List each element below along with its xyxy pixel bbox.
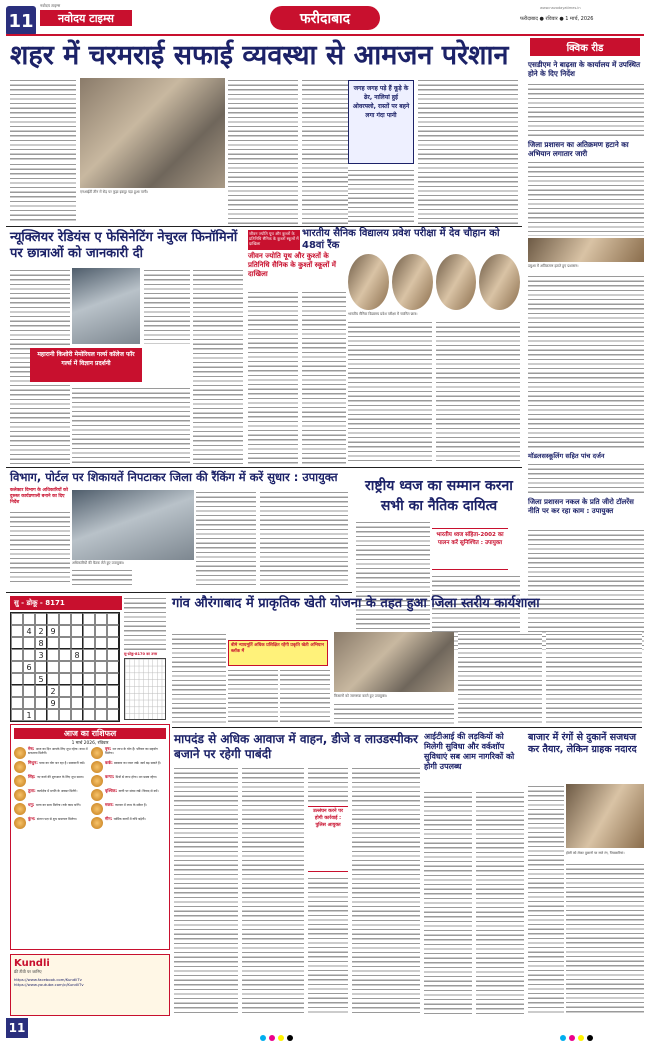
organic-highlight <box>228 640 328 666</box>
nuclear-body-col3 <box>193 268 243 464</box>
kundli-brand: Kundli <box>14 958 50 969</box>
sudoku-cell[interactable]: 3 <box>35 649 47 661</box>
zodiac-icon <box>91 789 103 801</box>
horoscope-text: कर्क: स्वास्थ्य का ध्यान रखें। खर्च बढ़ सकते हैं। <box>105 760 161 765</box>
horoscope-text: मिथुन: यात्रा का योग बन रहा है। सावधानी रखें। <box>28 760 85 765</box>
sudoku-cell[interactable] <box>47 673 59 685</box>
horoscope-sign <box>14 761 89 773</box>
dj-body-col4 <box>352 766 420 1016</box>
horoscope-text: कुंभ: संतान पक्ष से शुभ समाचार मिलेगा। <box>28 816 77 821</box>
sudoku-cell[interactable] <box>107 625 119 637</box>
paper-name: नवोदय टाइम्स <box>40 10 132 26</box>
sudoku-cell[interactable] <box>35 697 47 709</box>
sudoku-cell[interactable] <box>35 685 47 697</box>
rule-2 <box>6 467 522 468</box>
zodiac-icon <box>91 775 103 787</box>
sudoku-cell[interactable] <box>11 661 23 673</box>
organic-body-col6 <box>546 632 642 724</box>
zodiac-icon <box>91 761 103 773</box>
sainik-body-col1 <box>248 290 298 464</box>
sudoku-cell[interactable] <box>11 685 23 697</box>
sudoku-cell[interactable] <box>35 613 47 625</box>
sudoku-instructions <box>124 596 166 650</box>
registration-marks-right <box>560 1026 596 1043</box>
zodiac-icon <box>14 789 26 801</box>
masthead-rule <box>6 34 644 36</box>
sudoku-cell[interactable] <box>83 661 95 673</box>
dj-body-col3b <box>308 876 348 1016</box>
horoscope-text: मकर: व्यापार में लाभ के संकेत हैं। <box>105 802 147 807</box>
sudoku-cell[interactable] <box>83 613 95 625</box>
sudoku-cell[interactable] <box>71 613 83 625</box>
sudoku-cell[interactable] <box>59 613 71 625</box>
sainik-kicker-text: जीवन ज्योति यूथ और कुश्तों के प्रतिनिधि सैनिक के कुश्तों स्कूलों में दाखिला <box>248 252 336 278</box>
sudoku-cell[interactable] <box>107 685 119 697</box>
sudoku-cell[interactable] <box>95 673 107 685</box>
horoscope-title: आज का राशिफल <box>14 728 166 739</box>
dj-pull: उल्लंघन करने पर होगी कार्रवाई : पुलिस आयुक्त <box>313 809 343 828</box>
horoscope-sign <box>14 817 89 829</box>
horoscope-text: वृष: धन लाभ के योग हैं। परिवार का सहयोग मिलेगा। <box>105 746 158 755</box>
horoscope-sign <box>91 747 166 759</box>
sudoku-cell[interactable] <box>107 637 119 649</box>
it-body-col1 <box>424 790 472 1016</box>
organic-headline: गांव औरंगाबाद में प्राकृतिक खेती योजना के तहत हुआ जिला स्तरीय कार्यशाला <box>172 596 540 611</box>
horoscope-date: 1 मार्च 2026, रविवार <box>71 741 109 746</box>
sainik-kicker-title <box>248 252 348 279</box>
nuclear-highlight <box>30 348 142 382</box>
sudoku-cell[interactable]: 8 <box>35 637 47 649</box>
sudoku-cell[interactable]: 9 <box>47 625 59 637</box>
lead-headline: शहर में चरमराई सफाई व्यवस्था से आमजन परेशान <box>10 40 509 71</box>
sudoku-cell[interactable] <box>47 661 59 673</box>
market-caption: होली को लेकर दुकानों पर सजे रंग, पिचकारियां। <box>566 851 625 855</box>
organic-highlight-text: बीमे न्यायमूर्ति अधिक प्रशिक्षित रहेंगी प्रकृति खेती अभियान ब्लॉक में <box>231 643 324 654</box>
lead-photo <box>80 78 225 188</box>
lead-quote-box <box>348 80 414 164</box>
quick-read-body3 <box>528 274 644 450</box>
zodiac-icon <box>14 775 26 787</box>
rule-4 <box>172 727 642 728</box>
sainik-kicker: जीवन ज्योति यूथ और कुश्तों के प्रतिनिधि सैनिक के कुश्तों स्कूलों में दाखिला <box>248 230 300 250</box>
city-banner: फरीदाबाद <box>270 6 380 30</box>
horoscope-text: वृश्चिक: वाणी पर संयम रखें। विवाद से बचें। <box>105 788 159 793</box>
zodiac-icon <box>14 803 26 815</box>
sudoku-cell[interactable] <box>11 697 23 709</box>
dhwaj-pull-box <box>432 528 508 570</box>
sudoku-cell[interactable] <box>23 673 35 685</box>
lead-body-col2 <box>228 78 298 224</box>
student-photo <box>348 254 389 310</box>
quick-read-body1 <box>528 82 644 136</box>
horoscope-sign <box>91 789 166 801</box>
sainik-caption: भारतीय सैनिक विद्यालय प्रवेश परीक्षा में चयनित छात्र। <box>348 312 418 316</box>
sudoku-cell[interactable] <box>83 709 95 721</box>
student-photo <box>392 254 433 310</box>
sudoku-cell[interactable]: 6 <box>23 661 35 673</box>
nuclear-highlight-text: महारानी किशोरी मेमोरियल गर्ल्स कॉलेज फॉर गर्ल्स में विज्ञान प्रदर्शनी <box>37 351 135 367</box>
sudoku-cell[interactable] <box>83 673 95 685</box>
sudoku-cell[interactable] <box>107 709 119 721</box>
sainik-body-col2 <box>302 290 346 464</box>
horoscope-text: धनु: भाग्य का साथ मिलेगा। रुके काम बनेंगे। <box>28 802 81 807</box>
sudoku-cell[interactable] <box>59 661 71 673</box>
it-headline: आईटीआई की लड़कियों को मिलेगी सुविधा और वर्कशॉप सुविधाएं सब आम नागरिकों को होगी उपलब्ध <box>424 732 515 771</box>
market-headline: बाजार में रंगों से दुकानें सजधज कर तैयार, लेकिन ग्राहक नदारद <box>528 732 637 755</box>
mortgage-headline: मॉडलसस्कूलिंग सहित पांच दर्जन <box>528 452 605 460</box>
mortgage-subheadline: जिला प्रशासन नकल के प्रति जीरो टॉलरेंस नीति पर कर रहा काम : उपायुक्त <box>528 498 634 515</box>
sudoku-cell[interactable] <box>11 673 23 685</box>
organic-caption: किसानों को जागरूक करते हुए उपायुक्त। <box>334 694 388 698</box>
lead-body-col5 <box>418 78 518 224</box>
sudoku-cell[interactable]: 8 <box>71 649 83 661</box>
sudoku-cell[interactable] <box>95 637 107 649</box>
sudoku-cell[interactable] <box>47 637 59 649</box>
dhwaj-headline: राष्ट्रीय ध्वज का सम्मान करना सभी का नैतिक दायित्व <box>365 478 513 514</box>
sudoku-cell[interactable] <box>59 709 71 721</box>
market-photo <box>566 784 644 848</box>
sudoku-cell[interactable]: 4 <box>23 625 35 637</box>
sudoku-cell[interactable] <box>35 661 47 673</box>
sudoku-cell[interactable] <box>11 625 23 637</box>
dj-body-col3 <box>308 766 348 804</box>
organic-photo <box>334 632 454 692</box>
dhwaj-pull: भारतीय ध्वज संहिता-2002 का पालन करें सुनिश्चित : उपायुक्त <box>436 532 504 546</box>
vibhag-body-col3 <box>196 490 256 588</box>
lead-quote: जगह जगह पड़े हैं कूड़े के ढेर, नालियां हुई ओवरफ्लो, रास्तों पर बहने लगा गंदा पानी <box>352 85 410 119</box>
registration-marks <box>260 1026 296 1043</box>
sudoku-cell[interactable] <box>83 685 95 697</box>
sainik-body-col3 <box>348 320 432 464</box>
lead-body-col4 <box>348 168 414 224</box>
sudoku-cell[interactable] <box>71 685 83 697</box>
sudoku-answer-grid <box>124 658 166 720</box>
quick-read-body2 <box>528 160 644 236</box>
organic-body-col2 <box>228 668 278 724</box>
kundli-link[interactable]: https://www.youtube.com/c/KundliTv <box>14 982 84 987</box>
horoscope-box <box>10 724 170 950</box>
url-small: www.navodayatimes.in <box>540 6 581 10</box>
sudoku-cell[interactable] <box>47 613 59 625</box>
sainik-headline: भारतीय सैनिक विद्यालय प्रवेश परीक्षा में देव चौहान को 48वां रैंक <box>302 228 500 251</box>
horoscope-sign <box>14 789 89 801</box>
sudoku-cell[interactable] <box>59 673 71 685</box>
horoscope-sign <box>14 747 89 759</box>
sudoku-cell[interactable]: 5 <box>35 673 47 685</box>
sudoku-cell[interactable] <box>71 625 83 637</box>
sudoku-cell[interactable] <box>71 709 83 721</box>
horoscope-text: सिंह: नए कार्य की शुरुआत के लिए शुभ समय। <box>28 774 84 779</box>
quick-read-caption: डबुआ में अतिक्रमण हटाते हुए प्रशासन। <box>528 264 579 268</box>
lead-body-col1 <box>10 78 76 160</box>
sainik-photos <box>348 254 520 310</box>
sudoku-cell[interactable] <box>95 697 107 709</box>
sudoku-cell[interactable]: 2 <box>35 625 47 637</box>
horoscope-sign <box>91 803 166 815</box>
sudoku-cell[interactable]: 9 <box>47 697 59 709</box>
vibhag-body-col1 <box>10 510 70 582</box>
zodiac-icon <box>14 747 26 759</box>
zodiac-icon <box>14 761 26 773</box>
organic-body-col1 <box>172 632 226 724</box>
student-photo <box>436 254 477 310</box>
quick-read-h2: जिला प्रशासन का अतिक्रमण हटाने का अभियान लगातार जारी <box>528 140 629 158</box>
sudoku-cell[interactable] <box>107 613 119 625</box>
sudoku-cell[interactable] <box>11 709 23 721</box>
sudoku-cell[interactable] <box>95 661 107 673</box>
sudoku-cell[interactable] <box>83 637 95 649</box>
sudoku-cell[interactable] <box>11 613 23 625</box>
horoscope-sign <box>91 817 166 829</box>
horoscope-text: मेष: आज का दिन आपके लिए शुभ रहेगा। काम में सफलता मिलेगी। <box>28 746 88 755</box>
nuclear-headline: न्यूक्लियर रेडियंस ए फेसिनेटिंग नेचुरल फिनॉमिनों पर छात्राओं को जानकारी दी <box>10 230 238 261</box>
sudoku-cell[interactable] <box>23 697 35 709</box>
quick-read-h1: एसडीएम ने बाढ़सा के कार्यालय में उपस्थित होने के दिए निर्देश <box>528 60 641 78</box>
organic-body-col5 <box>458 632 542 724</box>
sudoku-cell[interactable] <box>59 649 71 661</box>
sainik-body-col4 <box>436 320 520 464</box>
zodiac-icon <box>14 817 26 829</box>
nuclear-body-col2 <box>144 268 190 344</box>
dj-body-col2 <box>242 766 304 1016</box>
horoscope-grid <box>14 747 166 829</box>
horoscope-sign <box>91 761 166 773</box>
sudoku-cell[interactable]: 1 <box>23 709 35 721</box>
lead-caption: एनआईटी तीन में रोड़ पर कूड़ा इकट्ठा पड़ा हुआ पानी। <box>80 190 148 194</box>
rule-3 <box>6 592 352 593</box>
sudoku-cell[interactable] <box>83 625 95 637</box>
vibhag-caption: अधिकारियों की बैठक लेते हुए उपायुक्त। <box>72 561 125 565</box>
horoscope-sign <box>14 803 89 815</box>
dj-pull-box <box>308 806 348 872</box>
top-small-name: नवोदय टाइम्स <box>40 3 61 8</box>
horoscope-sign <box>91 775 166 787</box>
sudoku-cell[interactable] <box>83 697 95 709</box>
sudoku-answer-label: सु-डोकू-8170 का उत्तर <box>124 652 158 656</box>
vibhag-photo <box>72 490 194 560</box>
sudoku-cell[interactable] <box>59 625 71 637</box>
sudoku-cell[interactable] <box>95 649 107 661</box>
zodiac-icon <box>91 817 103 829</box>
sudoku-cell[interactable] <box>47 649 59 661</box>
kundli-link[interactable]: https://www.facebook.com/KundliTv <box>14 977 82 982</box>
sudoku-cell[interactable] <box>23 637 35 649</box>
lead-body-col3 <box>302 78 348 224</box>
market-body-col2 <box>566 862 644 1016</box>
nuclear-body-col4 <box>72 386 190 464</box>
sudoku-cell[interactable] <box>107 673 119 685</box>
horoscope-text: तुला: कार्यक्षेत्र में प्रगति के अवसर मिलेंगे। <box>28 788 78 793</box>
organic-body-col4 <box>334 702 454 724</box>
sudoku-cell[interactable] <box>95 685 107 697</box>
mortgage-body <box>528 462 644 496</box>
sudoku-label: सु - डोकू - 8171 <box>10 596 122 610</box>
footer-page-number: 11 <box>6 1018 28 1038</box>
page-number: 11 <box>6 6 36 36</box>
sudoku-cell[interactable] <box>107 661 119 673</box>
sudoku-cell[interactable] <box>83 649 95 661</box>
vibhag-body-col2 <box>72 568 132 588</box>
market-body-col1 <box>528 784 564 1016</box>
lead-body-col1b <box>10 162 76 224</box>
sudoku-cell[interactable] <box>107 649 119 661</box>
sudoku-cell[interactable] <box>95 625 107 637</box>
vibhag-headline: विभाग, पोर्टल पर शिकायतें निपटाकर जिला की रैंकिंग में करें सुधार : उपायुक्त <box>10 470 338 484</box>
sudoku-grid[interactable] <box>10 612 120 722</box>
sudoku-cell[interactable] <box>71 697 83 709</box>
sudoku-cell[interactable] <box>59 685 71 697</box>
sudoku-cell[interactable] <box>71 637 83 649</box>
vibhag-kicker: कलेक्टर विभाग के अधिकारियों को दुरुस्त कार्यप्रणाली बनाने का दिए निर्देश <box>10 488 68 505</box>
sudoku-cell[interactable] <box>35 709 47 721</box>
sudoku-cell[interactable] <box>23 685 35 697</box>
it-body-col2 <box>476 790 524 1016</box>
sudoku-cell[interactable] <box>23 613 35 625</box>
sudoku-cell[interactable] <box>59 637 71 649</box>
sudoku-cell[interactable] <box>107 697 119 709</box>
quick-read-label: क्विक रीड <box>530 38 640 56</box>
zodiac-icon <box>91 803 103 815</box>
dj-headline: मापदंड से अधिक आवाज में वाहन, डीजे व लाउडस्पीकर बजाने पर रहेगी पाबंदी <box>174 732 418 761</box>
sudoku-cell[interactable] <box>71 661 83 673</box>
sudoku-cell[interactable] <box>59 697 71 709</box>
organic-body-col3 <box>280 668 330 724</box>
horoscope-text: मीन: धार्मिक कार्यों में रुचि बढ़ेगी। <box>105 816 146 821</box>
horoscope-text: कन्या: मित्रों से लाभ होगा। मन प्रसन्न रहेगा। <box>105 774 158 779</box>
horoscope-sign <box>14 775 89 787</box>
sudoku-cell[interactable] <box>47 709 59 721</box>
dhwaj-body-col1 <box>356 520 430 650</box>
student-photo <box>479 254 520 310</box>
sudoku-cell[interactable] <box>95 613 107 625</box>
nuclear-photo <box>72 268 140 344</box>
sudoku-cell[interactable] <box>23 649 35 661</box>
kundli-ad[interactable] <box>10 954 170 1016</box>
rule-1 <box>6 226 522 227</box>
vibhag-body-col4 <box>260 490 348 588</box>
sudoku-cell[interactable]: 2 <box>47 685 59 697</box>
kundli-tagline: फ्री टीवी पर जानिए <box>14 969 42 974</box>
quick-read-photo <box>528 238 644 262</box>
dj-body-col1 <box>174 766 238 1016</box>
sudoku-cell[interactable] <box>11 649 23 661</box>
sudoku-cell[interactable] <box>95 709 107 721</box>
zodiac-icon <box>91 747 103 759</box>
sudoku-cell[interactable] <box>71 673 83 685</box>
sudoku-cell[interactable] <box>11 637 23 649</box>
date-line: फरीदाबाद ● रविवार ● 1 मार्च, 2026 <box>520 16 594 22</box>
